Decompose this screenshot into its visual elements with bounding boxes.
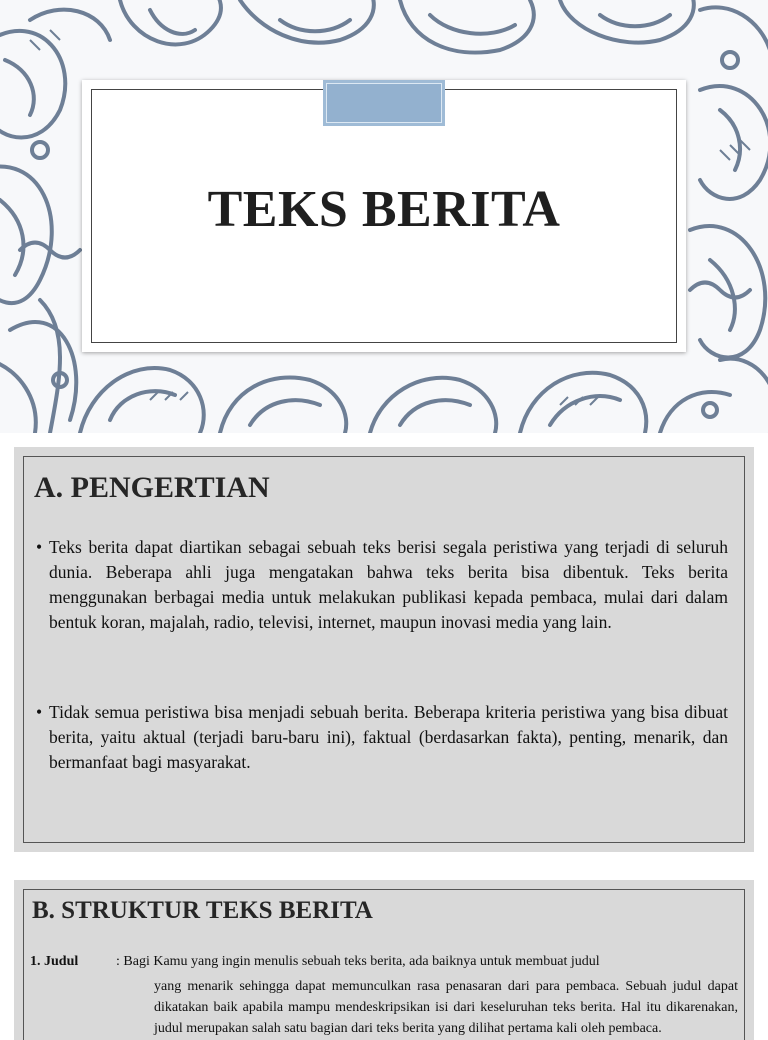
slide-frame [23,456,745,843]
item-description-continuation: yang menarik sehingga dapat memunculkan rasa penasaran dari para pembaca. Sebuah judul dapat dikatakan baik apabila mampu mendeskripsikan isi dari keseluruhan teks berita. Hal itu dikarenakan, judul merupakan salah satu bagian dari teks berita yang dilihat pertama kali oleh pembaca. [154,979,738,1036]
title-tab-decoration [323,80,445,126]
item-description-first-line: : Bagi Kamu yang ingin menulis sebuah teks berita, ada baiknya untuk membuat judul [116,954,600,969]
struktur-heading: B. STRUKTUR TEKS BERITA [32,897,373,924]
title-slide [0,0,768,433]
bullet-text: Teks berita dapat diartikan sebagai sebuah teks berisi segala peristiwa yang terjadi di seluruh dunia. Beberapa ahli juga mengatakan bahwa teks berita bisa dibentuk. Teks berita menggunakan berbagai media untuk melakukan publikasi kepada pembaca, mulai dari dalam bentuk koran, majalah, radio, televisi, internet, maupun inovasi media yang lain. [49,537,728,632]
pengertian-heading: A. PENGERTIAN [34,471,270,504]
bullet-icon: • [36,702,43,722]
bullet-item [36,700,728,775]
bullet-text: Tidak semua peristiwa bisa menjadi sebuah berita. Beberapa kriteria peristiwa yang bisa dibuat berita, yaitu aktual (terjadi baru-baru ini), faktual (berdasarkan fakta), penting, menarik, dan bermanfaat bagi masyarakat. [49,702,728,772]
title-card [82,80,686,352]
bullet-icon: • [36,537,43,557]
bullet-item [36,535,728,635]
item-label-judul: 1. Judul [30,954,79,969]
pengertian-slide [14,447,754,852]
struktur-slide [14,880,754,1040]
slide-title: TEKS BERITA [207,181,561,238]
